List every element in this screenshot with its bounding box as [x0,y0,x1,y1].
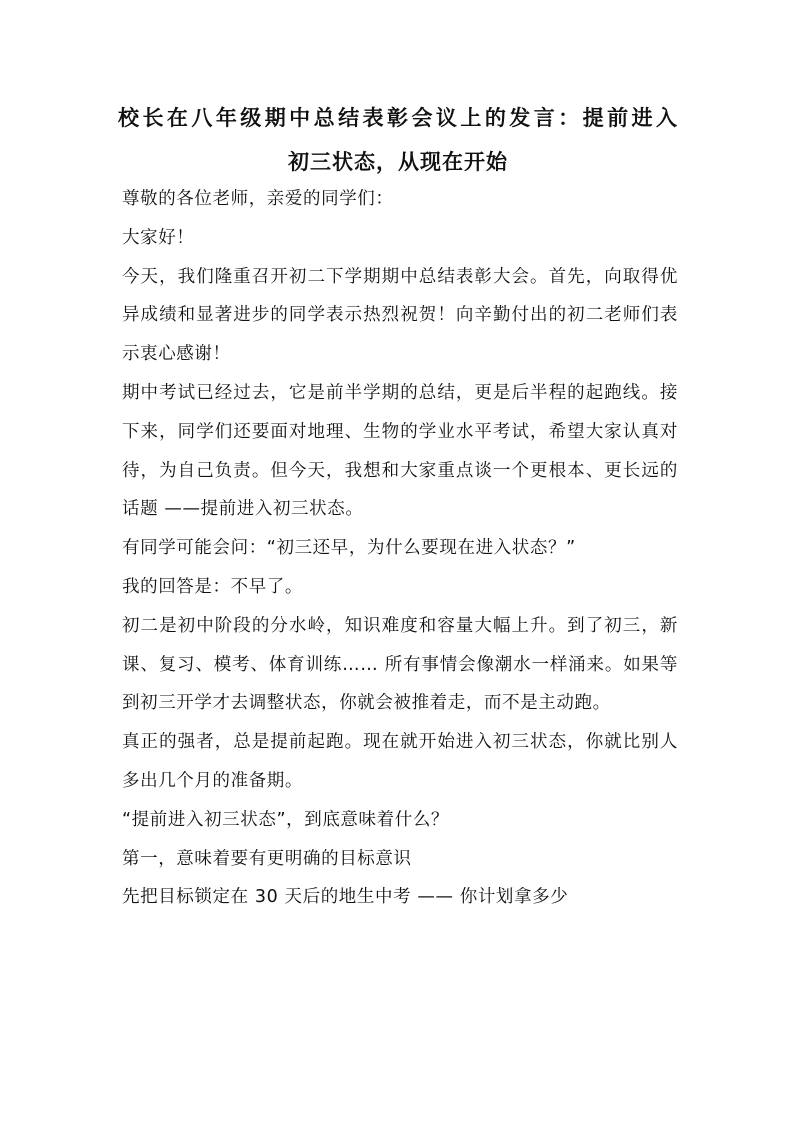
question-heading: “提前进入初三状态”，到底意味着什么？ [122,809,450,830]
paragraph: 今天，我们隆重召开初二下学期期中总结表彰大会。首先，向取得优异成绩和显著进步的同学表示热烈祝贺！向辛勤付出的初二老师们表示衷心感谢！ [122,266,678,365]
paragraph: 我的回答是：不早了。 [122,576,303,597]
greeting: 大家好！ [122,227,195,248]
document-body [122,180,678,917]
salutation: 尊敬的各位老师，亲爱的同学们： [122,189,394,209]
document-title-line-2: 初三状态，从现在开始 [288,149,508,174]
paragraph: 真正的强者，总是提前起跑。现在就开始进入初三状态，你就比别人多出几个月的准备期。 [122,732,678,791]
paragraph: 先把目标锁定在 30 天后的地生中考 —— 你计划拿多少 [122,887,569,908]
paragraph: 期中考试已经过去，它是前半学期的总结，更是后半程的起跑线。接下来，同学们还要面对地理、生物的学业水平考试，希望大家认真对待，为自己负责。但今天，我想和大家重点谈一个更根本、更长远的话题 ——提前进入初三状态。 [122,382,678,520]
paragraph: 有同学可能会问：“初三还早，为什么要现在进入状态？” [122,538,576,559]
document-title-line-1: 校长在八年级期中总结表彰会议上的发言：提前进入 [118,105,678,130]
section-heading: 第一，意味着要有更明确的目标意识 [122,848,412,869]
paragraph: 初二是初中阶段的分水岭，知识难度和容量大幅上升。到了初三，新课、复习、模考、体育训练…… 所有事情会像潮水一样涌来。如果等到初三开学才去调整状态，你就会被推着走，而不是主动跑。 [122,615,678,714]
